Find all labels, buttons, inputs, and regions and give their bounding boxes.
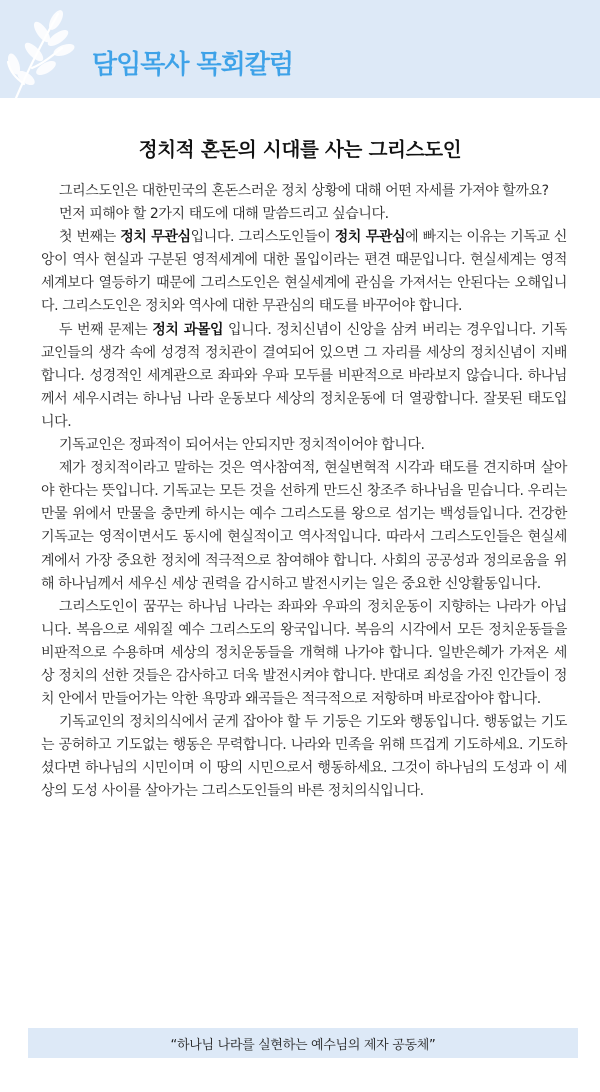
paragraph: 제가 정치적이라고 말하는 것은 역사참여적, 현실변혁적 시각과 태도를 견지하며 살아야 한다는 뜻입니다. 기독교는 모든 것을 선하게 만드신 창조주 하나님을 믿습니다. 우리는 만물 위에서 만물을 충만케 하시는 예수 그리스도를 왕으로 섬기는 백성들입니다. 건강한 기독교는 영적이면서도 동시에 현실적이고 역사적입니다. 따라서 그리스도인들은 현실세계에서 가장 중요한 정치에 적극적으로 참여해야 합니다. 사회의 공공성과 정의로움을 위해 하나님께서 세우신 세상 권력을 감시하고 발전시키는 일은 중요한 신앙활동입니다. <box>41 460 567 592</box>
paragraph: 두 번째 문제는 정치 과몰입 입니다. 정치신념이 신앙을 삼켜 버리는 경우입니다. 기독교인들의 생각 속에 성경적 정치관이 결여되어 있으면 그 자리를 세상의 정치신념이 지배합니다. 성경적인 세계관으로 좌파와 우파 모두를 비판적으로 바라보지 않습니다. 하나님께서 세우시려는 하나님 나라 운동보다 세상의 정치운동에 더 열광합니다. 잘못된 태도입니다. <box>41 321 567 430</box>
footer-motto-bar <box>28 1028 578 1058</box>
emphasis-text: 정치 과몰입 <box>152 321 224 338</box>
column-header-title: 담임목사 목회칼럼 <box>92 50 293 80</box>
paragraph: 그리스도인은 대한민국의 혼돈스러운 정치 상황에 대해 어떤 자세를 가져야 할까요? <box>59 183 549 199</box>
paragraph: 기독교인은 정파적이 되어서는 안되지만 정치적이어야 합니다. <box>59 437 425 454</box>
paragraph: 그리스도인이 꿈꾸는 하나님 나라는 좌파와 우파의 정치운동이 지향하는 나라가 아닙니다. 복음으로 세워질 예수 그리스도의 왕국입니다. 복음의 시각에서 모든 정치운동들을 비판적으로 수용하며 세상의 정치운동들을 개혁해 나가야 합니다. 일반은혜가 가져온 세상 정치의 선한 것들은 감사하고 더욱 발전시켜야 합니다. 반대로 죄성을 가진 인간들이 정치 안에서 만들어가는 악한 욕망과 왜곡들은 적극적으로 저항하며 바로잡아야 합니다. <box>41 598 567 708</box>
leaf-branch-icon <box>6 8 86 98</box>
footer-motto: “하나님 나라를 실현하는 예수님의 제자 공동체” <box>170 1037 436 1053</box>
emphasis-text: 정치 무관심 <box>334 229 406 246</box>
emphasis-text: 정치 무관심 <box>120 229 191 246</box>
article-body <box>41 180 567 804</box>
paragraph: 첫 번째는 정치 무관심입니다. 그리스도인들이 정치 무관심에 빠지는 이유는 기독교 신앙이 역사 현실과 구분된 영적세계에 대한 몰입이라는 편견 때문입니다. 현실세계는 영적 세계보다 열등하기 때문에 그리스도인은 현실세계에 관심을 가져서는 안된다는 오해입니다. 그리스도인은 정치와 역사에 대한 무관심의 태도를 바꾸어야 합니다. <box>41 229 567 315</box>
column-header <box>0 0 600 98</box>
paragraph: 기독교인의 정치의식에서 굳게 잡아야 할 두 기둥은 기도와 행동입니다. 행동없는 기도는 공허하고 기도없는 행동은 무력합니다. 나라와 민족을 위해 뜨겁게 기도하세요. 기도하셨다면 하나님의 시민이며 이 땅의 시민으로서 행동하세요. 그것이 하나님의 도성과 이 세상의 도성 사이를 살아가는 그리스도인들의 바른 정치의식입니다. <box>41 714 567 800</box>
article-title: 정치적 혼돈의 시대를 사는 그리스도인 <box>138 138 462 161</box>
paragraph: 먼저 피해야 할 2가지 태도에 대해 말씀드리고 싶습니다. <box>59 206 389 223</box>
